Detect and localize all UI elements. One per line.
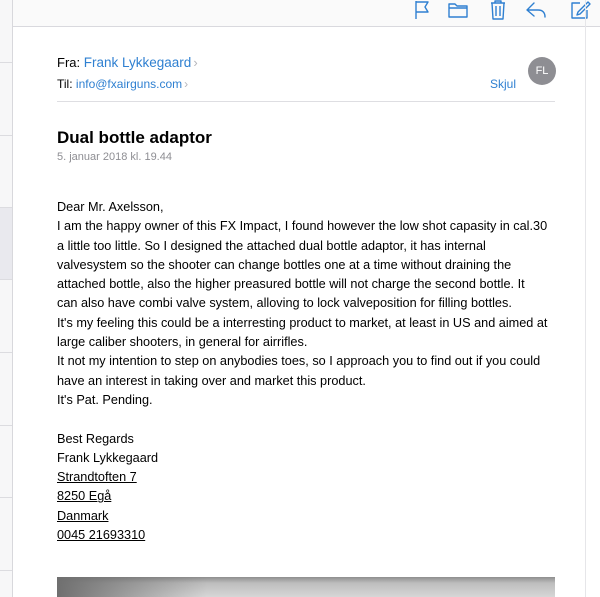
list-divider [0,425,12,426]
list-divider [0,135,12,136]
body-line: have an interest in taking over and market this product. [57,373,366,388]
body-line: valvesystem so the shooter can change bottles one at a time without draining the [57,257,512,272]
body-line: It's my feeling this could be a interresting product to market, at least in US and aimed at [57,315,548,330]
message-subject: Dual bottle adaptor [57,128,212,147]
compose-icon[interactable] [567,0,593,20]
signature-name: Frank Lykkegaard [57,450,159,465]
list-divider [0,279,12,280]
address-city-link[interactable]: 8250 Egå [57,489,112,504]
from-row [57,55,555,70]
list-divider [0,352,12,353]
list-divider [0,62,12,63]
chevron-right-icon: › [184,77,189,91]
scroll-track [585,0,586,597]
selected-message-row[interactable] [0,207,12,279]
header-divider [57,101,555,102]
phone-link[interactable]: 0045 21693310 [57,528,146,543]
attachment-image[interactable] [57,577,555,597]
flag-icon[interactable] [409,0,435,20]
trash-icon[interactable] [485,0,511,20]
to-label: Til: [57,77,73,91]
reply-icon[interactable] [523,0,549,20]
recipient-address[interactable]: info@fxairguns.com [75,77,183,91]
message-date: 5. januar 2018 kl. 19.44 [57,151,172,163]
greeting: Dear Mr. Axelsson, [57,200,164,214]
body-line: a little too little. So I designed the attached dual bottle adaptor, it has internal [57,238,486,253]
avatar[interactable]: FL [528,57,556,85]
body-line: I am the happy owner of this FX Impact, I found however the low shot capasity in cal.30 [57,219,548,234]
to-row [57,77,555,91]
toolbar [13,0,600,27]
body-line: It not my intention to step on anybodies toes, so I approach you to find out if you could [57,354,541,369]
folder-icon[interactable] [445,0,471,20]
signature-closing: Best Regards [57,431,134,446]
list-divider [0,497,12,498]
chevron-right-icon: › [193,55,198,70]
list-divider [0,570,12,571]
list-divider [0,207,12,208]
body-line: attached bottle, also the higher preasured bottle will not charge the second bottle. It [57,277,525,292]
body-line: It's Pat. Pending. [57,392,153,407]
sender-name[interactable]: Frank Lykkegaard [83,55,192,70]
body-line: large caliber shooters, in general for airrifles. [57,335,308,350]
address-street-link[interactable]: Strandtoften 7 [57,470,137,485]
address-country-link[interactable]: Danmark [57,508,109,523]
hide-details-button[interactable]: Skjul [490,77,517,91]
from-label: Fra: [57,55,81,70]
message-list-pane[interactable] [0,0,13,597]
body-line: can also have combi valve system, alloving to lock valveposition for filling bottles. [57,296,512,311]
message-body [57,198,557,545]
